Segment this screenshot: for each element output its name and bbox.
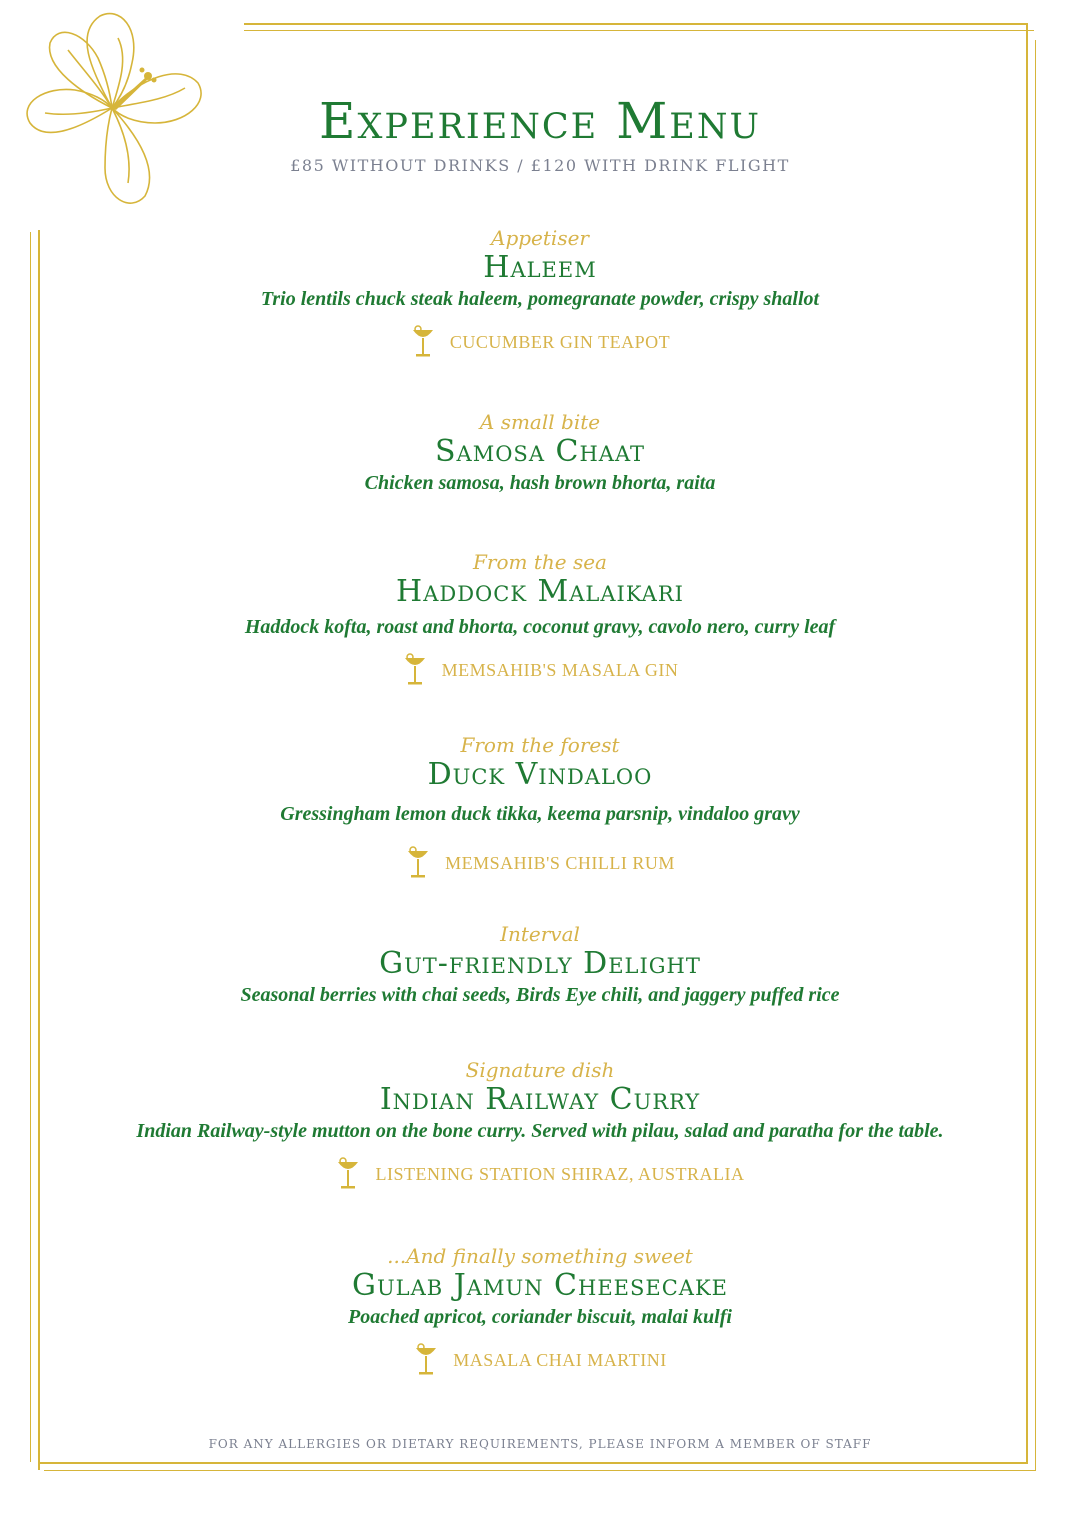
drink-name: CUCUMBER GIN TEAPOT <box>449 331 671 352</box>
course-category: From the forest <box>460 733 620 757</box>
drink-pairing <box>410 324 670 360</box>
course-from-the-sea <box>40 550 1040 692</box>
course-description: Chicken samosa, hash brown bhorta, raita <box>364 472 716 494</box>
course-description: Indian Railway-style mutton on the bone curry. Served with pilau, salad and paratha for the table. <box>136 1120 944 1142</box>
frame-bottom-line-inner <box>44 1470 1036 1471</box>
cocktail-glass-icon <box>405 845 431 881</box>
course-dish: Duck Vindaloo <box>427 757 653 792</box>
course-small-bite <box>40 410 1040 496</box>
course-dish: Indian Railway Curry <box>379 1082 701 1117</box>
course-category: Appetiser <box>491 226 589 250</box>
course-description: Gressingham lemon duck tikka, keema parsnip, vindaloo gravy <box>280 803 800 825</box>
frame-bottom-line <box>38 1462 1028 1464</box>
frame-top-line-inner <box>244 30 1034 31</box>
drink-pairing <box>402 652 679 688</box>
course-appetiser <box>40 226 1040 364</box>
frame-left-line-inner <box>30 232 31 1462</box>
cocktail-glass-icon <box>402 652 428 688</box>
course-category: From the sea <box>473 550 607 574</box>
cocktail-glass-icon <box>335 1156 361 1192</box>
drink-pairing <box>335 1156 744 1192</box>
menu-header <box>0 92 1080 175</box>
drink-name: LISTENING STATION SHIRAZ, AUSTRALIA <box>375 1163 745 1184</box>
allergy-notice: FOR ANY ALLERGIES OR DIETARY REQUIREMENTS, PLEASE INFORM A MEMBER OF STAFF <box>208 1437 872 1451</box>
menu-title: Experience Menu <box>319 92 761 150</box>
course-description: Seasonal berries with chai seeds, Birds Eye chili, and jaggery puffed rice <box>240 984 840 1006</box>
course-dessert <box>40 1244 1040 1382</box>
drink-name: MEMSAHIB'S CHILLI RUM <box>445 852 675 873</box>
course-from-the-forest <box>40 733 1040 885</box>
course-category: Signature dish <box>465 1058 615 1082</box>
course-description: Poached apricot, coriander biscuit, malai kulfi <box>348 1306 732 1328</box>
course-dish: Gulab Jamun Cheesecake <box>352 1268 728 1303</box>
course-interval <box>40 922 1040 1008</box>
course-description: Haddock kofta, roast and bhorta, coconut gravy, cavolo nero, curry leaf <box>244 616 836 638</box>
course-dish: Haddock Malaikari <box>396 574 684 609</box>
course-category: A small bite <box>479 410 601 434</box>
course-signature-dish <box>40 1058 1040 1196</box>
course-dish: Samosa Chaat <box>435 434 645 469</box>
drink-pairing <box>405 845 675 881</box>
cocktail-glass-icon <box>410 324 436 360</box>
course-dish: Haleem <box>483 250 597 285</box>
drink-name: MEMSAHIB'S MASALA GIN <box>441 659 679 680</box>
drink-name: MASALA CHAI MARTINI <box>453 1349 667 1370</box>
cocktail-glass-icon <box>413 1342 439 1378</box>
course-category: Interval <box>500 922 580 946</box>
course-category: ...And finally something sweet <box>387 1244 693 1268</box>
course-dish: Gut-friendly Delight <box>379 946 701 981</box>
menu-price: £85 WITHOUT DRINKS / £120 WITH DRINK FLIGHT <box>290 156 790 175</box>
course-description: Trio lentils chuck steak haleem, pomegranate powder, crispy shallot <box>260 288 820 310</box>
drink-pairing <box>413 1342 666 1378</box>
frame-top-line <box>244 23 1026 25</box>
